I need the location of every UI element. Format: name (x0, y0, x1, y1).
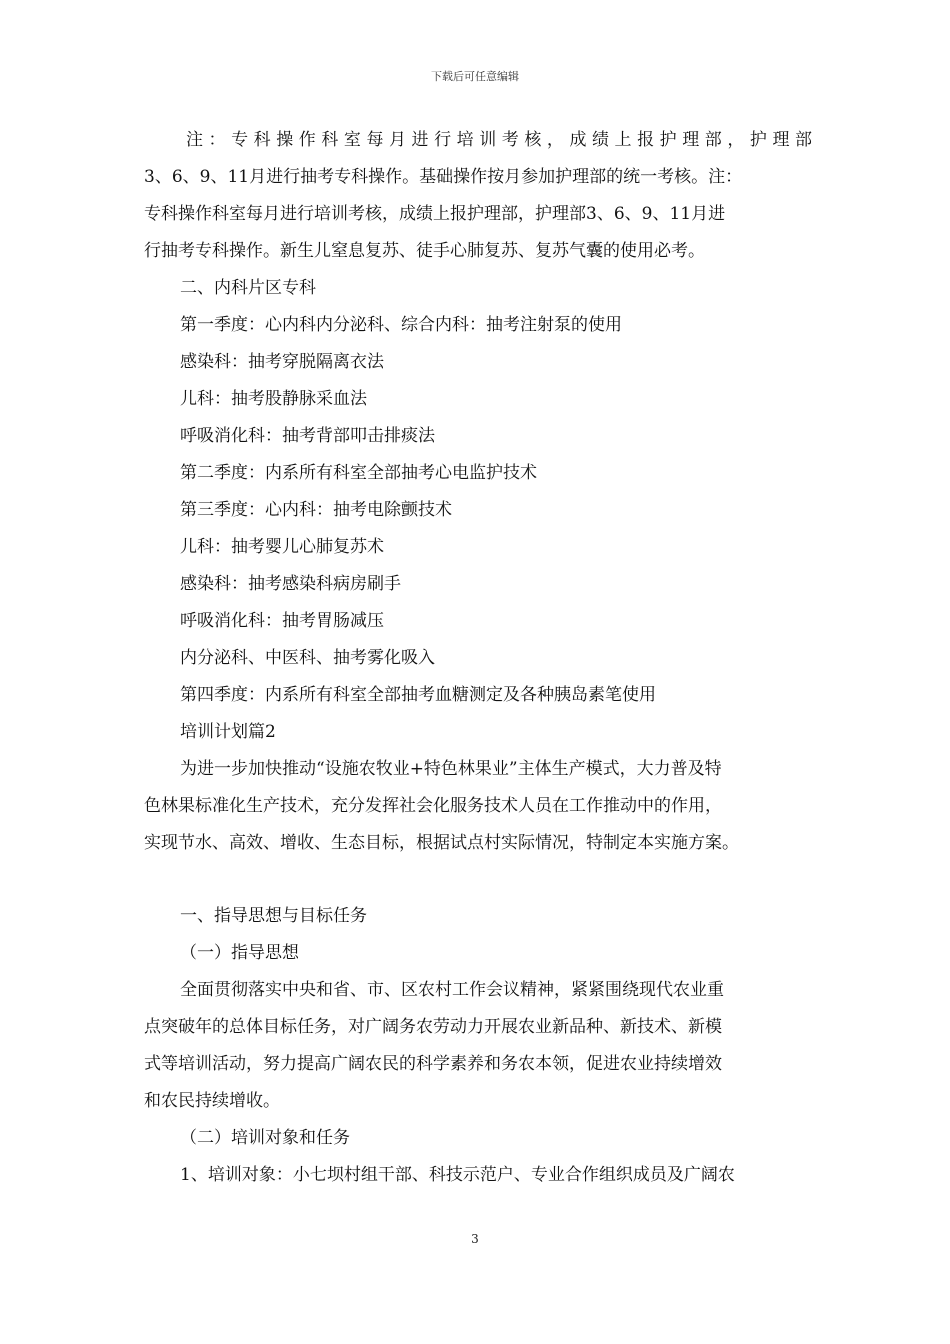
page-number: 3 (471, 1232, 479, 1246)
list-item: 第三季度：心内科：抽考电除颤技术 (180, 500, 452, 520)
blank-line (144, 862, 812, 898)
list-item: 呼吸消化科：抽考背部叩击排痰法 (180, 426, 435, 446)
list-item: 儿科：抽考股静脉采血法 (180, 389, 367, 409)
paragraph-line: 3、6、9、11月进行抽考专科操作。基础操作按月参加护理部的统一考核。注： (144, 167, 743, 187)
paragraph-line: 1、培训对象：小七坝村组干部、科技示范户、专业合作组织成员及广阔农 (180, 1165, 735, 1185)
paragraph-line: 注：专科操作科室每月进行培训考核，成绩上报护理部，护理部 (186, 130, 812, 150)
subsection-heading: （一）指导思想 (180, 943, 299, 963)
paragraph-line: 实现节水、高效、增收、生态目标，根据试点村实际情况，特制定本实施方案。 (144, 833, 739, 853)
paragraph-line: 全面贯彻落实中央和省、市、区农村工作会议精神，紧紧围绕现代农业重 (180, 980, 724, 1000)
section-heading: 二、内科片区专科 (180, 278, 316, 298)
page-header: 下载后可任意编辑 (431, 70, 519, 83)
list-item: 第四季度：内系所有科室全部抽考血糖测定及各种胰岛素笔使用 (180, 685, 656, 705)
list-item: 呼吸消化科：抽考胃肠减压 (180, 611, 384, 631)
paragraph-line: 色林果标准化生产技术，充分发挥社会化服务技术人员在工作推动中的作用， (144, 796, 722, 816)
subsection-heading: （二）培训对象和任务 (180, 1128, 350, 1148)
list-item: 内分泌科、中医科、抽考雾化吸入 (180, 648, 435, 668)
list-item: 儿科：抽考婴儿心肺复苏术 (180, 537, 384, 557)
paragraph-line: 专科操作科室每月进行培训考核，成绩上报护理部，护理部3、6、9、11月进 (144, 204, 726, 224)
section-heading: 一、指导思想与目标任务 (180, 906, 367, 926)
paragraph-line: 行抽考专科操作。新生儿窒息复苏、徒手心肺复苏、复苏气囊的使用必考。 (144, 241, 705, 261)
list-item: 感染科：抽考感染科病房刷手 (180, 574, 401, 594)
document-body (144, 122, 812, 1194)
paragraph-line: 和农民持续增收。 (144, 1091, 280, 1111)
paragraph-line: 点突破年的总体目标任务，对广阔务农劳动力开展农业新品种、新技术、新模 (144, 1017, 722, 1037)
section-title: 培训计划篇2 (180, 722, 276, 742)
paragraph-line: 为进一步加快推动“设施农牧业+特色林果业”主体生产模式，大力普及特 (180, 759, 722, 779)
list-item: 感染科：抽考穿脱隔离衣法 (180, 352, 384, 372)
paragraph-line: 式等培训活动，努力提高广阔农民的科学素养和务农本领，促进农业持续增效 (144, 1054, 722, 1074)
list-item: 第二季度：内系所有科室全部抽考心电监护技术 (180, 463, 537, 483)
list-item: 第一季度：心内科内分泌科、综合内科：抽考注射泵的使用 (180, 315, 622, 335)
